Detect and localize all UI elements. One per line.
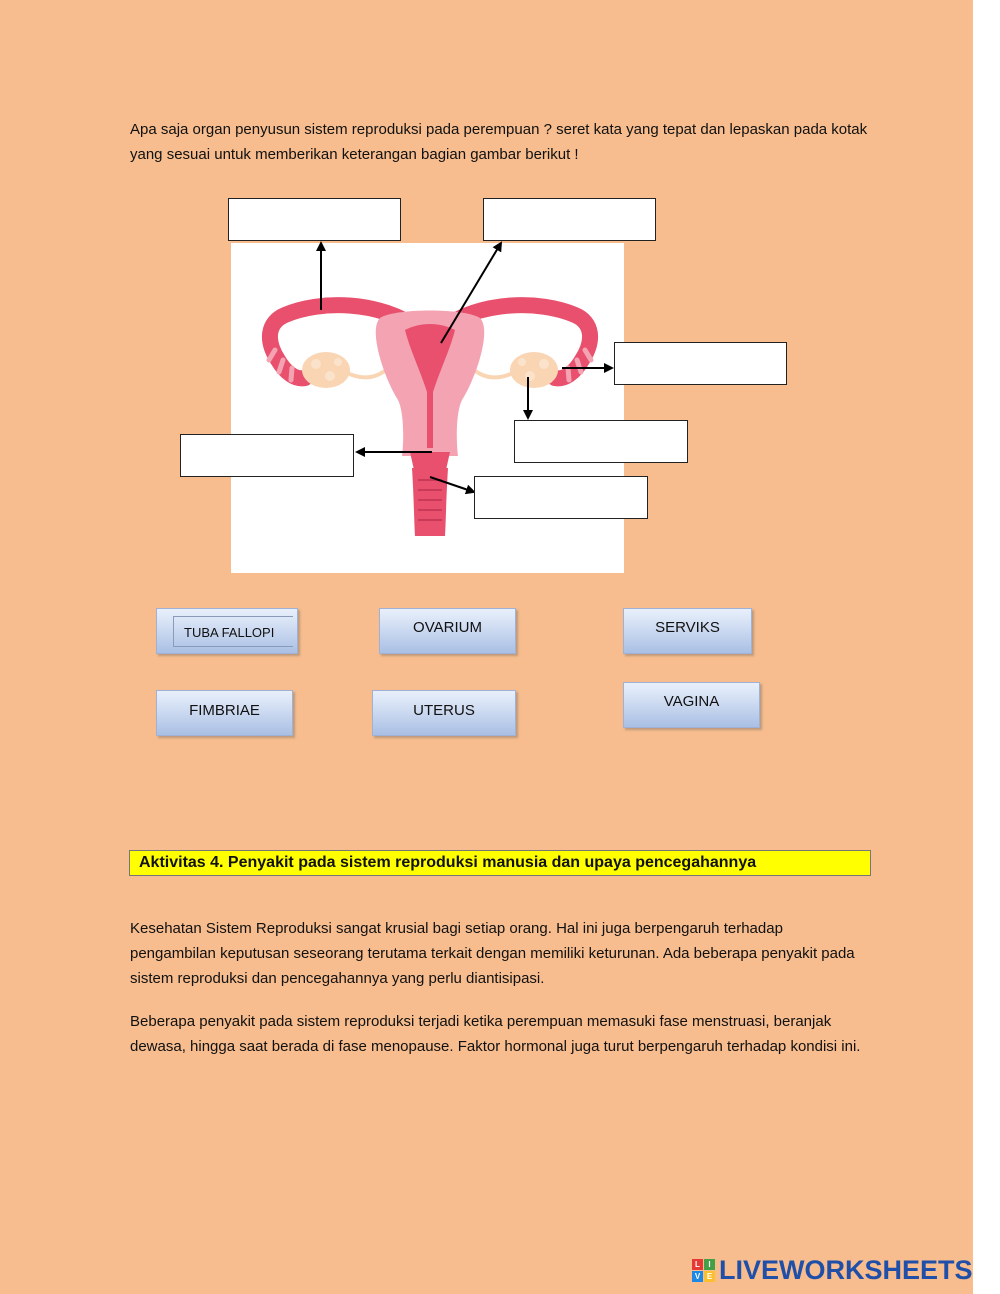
section-heading: Aktivitas 4. Penyakit pada sistem reproduksi manusia dan upaya pencegahannya [129,850,871,876]
logo-letter: L [692,1259,703,1270]
chip-fimbriae[interactable]: FIMBRIAE [156,690,293,736]
drop-box-left[interactable] [180,434,354,477]
paragraph-1: Kesehatan Sistem Reproduksi sangat krusial bagi setiap orang. Hal ini juga berpengaruh terhadap pengambilan keputusan seseorang terutama terkait dengan memiliki keturunan. Ada beberapa penyakit pada sistem reproduksi dan pencegahannya yang perlu diantisipasi. [130,920,855,987]
logo-icon [692,1259,715,1282]
logo-letter: I [704,1259,715,1270]
paragraph-2: Beberapa penyakit pada sistem reproduksi terjadi ketika perempuan memasuki fase menstruasi, beranjak dewasa, hingga saat berada di fase menopause. Faktor hormonal juga turut berpengaruh terhadap kondisi ini. [130,1013,861,1055]
drop-box-middle-right[interactable] [514,420,688,463]
chip-label: TUBA FALLOPI [173,616,293,647]
logo-wordmark: LIVEWORKSHEETS [719,1254,973,1285]
chip-tuba-fallopi[interactable] [156,608,298,654]
drop-box-bottom[interactable] [474,476,648,519]
liveworksheets-logo [692,1254,973,1286]
chip-uterus[interactable]: UTERUS [372,690,516,736]
logo-letter: E [704,1271,715,1282]
drop-box-top-left[interactable] [228,198,401,241]
drop-box-right[interactable] [614,342,787,385]
chip-vagina[interactable]: VAGINA [623,682,760,728]
page-margin [973,0,1000,1294]
logo-letter: V [692,1271,703,1282]
chip-serviks[interactable]: SERVIKS [623,608,752,654]
chip-ovarium[interactable]: OVARIUM [379,608,516,654]
diagram-image-background [231,243,624,573]
instruction-text: Apa saja organ penyusun sistem reproduksi pada perempuan ? seret kata yang tepat dan lepaskan pada kotak yang sesuai untuk memberikan keterangan bagian gambar berikut ! [130,121,868,163]
drop-box-top-right[interactable] [483,198,656,241]
